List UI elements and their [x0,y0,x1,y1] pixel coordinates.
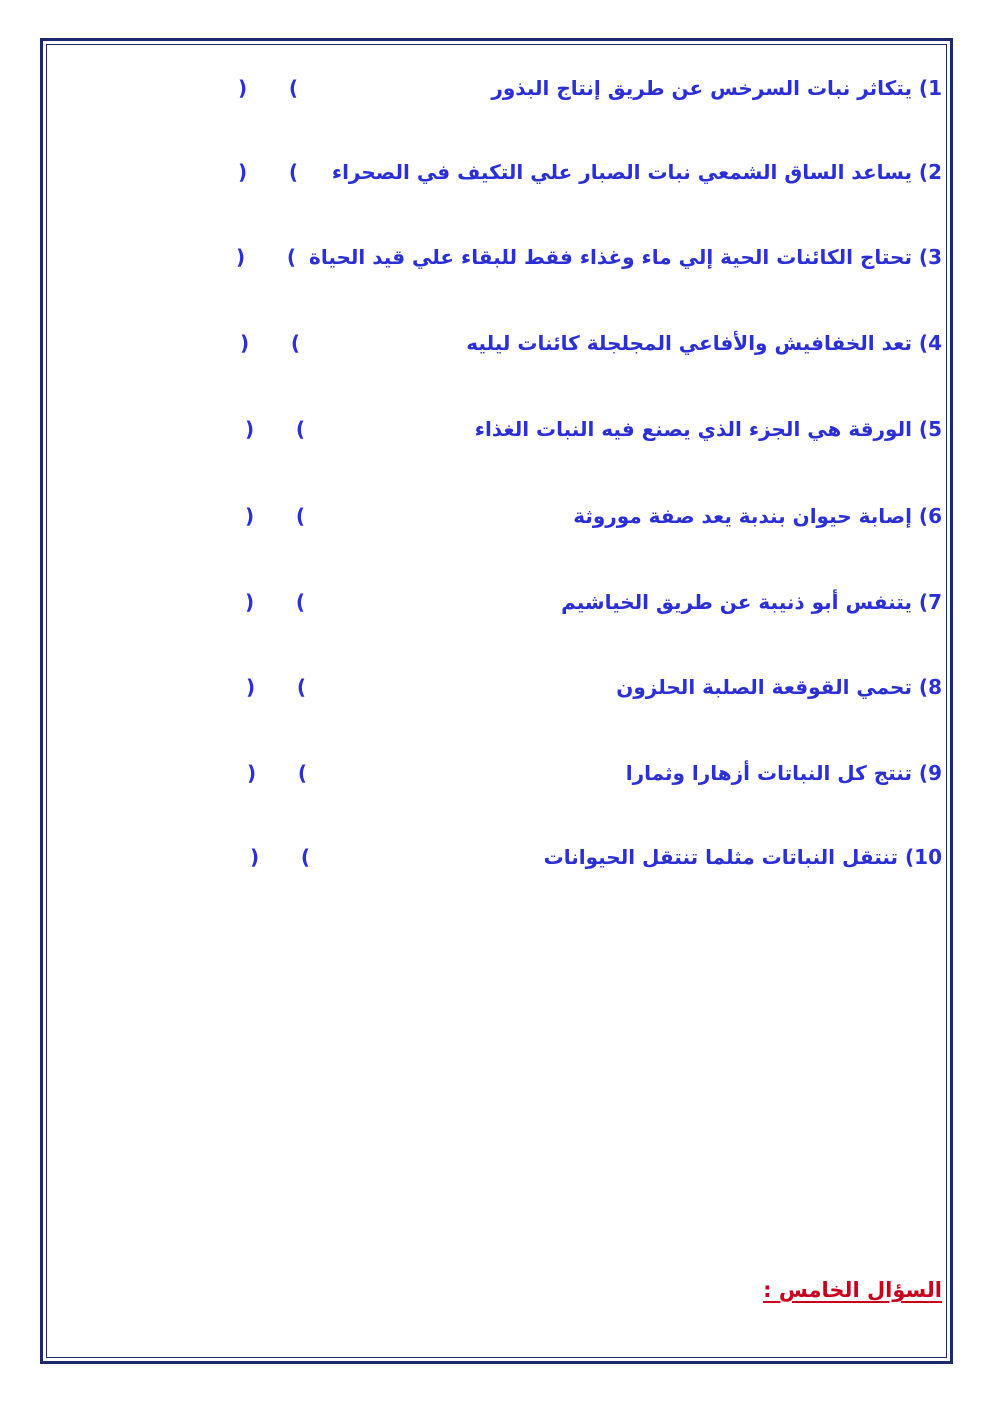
paren-close: ) [247,761,257,785]
paren-close: ) [238,160,248,184]
paren-close: ) [245,417,255,441]
paren-open: ( [286,245,296,269]
question-4: 4) تعد الخفافيش والأفاعي المجلجلة كائنات ليليه [466,331,942,355]
answer-blank-2[interactable] [238,158,298,186]
answer-blank-10[interactable] [250,843,310,871]
question-9: 9) تنتج كل النباتات أزهارا وثمارا [625,761,942,785]
answer-blank-5[interactable] [245,415,305,443]
paren-open: ( [295,417,305,441]
paren-open: ( [295,590,305,614]
answer-blank-3[interactable] [236,243,296,271]
question-1: 1) يتكاثر نبات السرخس عن طريق إنتاج البذور [491,76,942,100]
question-6: 6) إصابة حيوان بندبة يعد صفة موروثة [573,504,942,528]
paren-open: ( [295,504,305,528]
paren-open: ( [300,845,310,869]
paren-close: ) [240,331,250,355]
answer-blank-6[interactable] [245,502,305,530]
section-title: السؤال الخامس : [763,1278,942,1302]
paren-open: ( [288,76,298,100]
paren-open: ( [288,160,298,184]
paren-close: ) [245,504,255,528]
paren-close: ) [245,590,255,614]
paren-open: ( [297,761,307,785]
paren-open: ( [296,675,306,699]
answer-blank-9[interactable] [247,759,307,787]
page-border-inner [46,44,947,1358]
paren-close: ) [246,675,256,699]
paren-close: ) [236,245,246,269]
paren-open: ( [290,331,300,355]
question-5: 5) الورقة هي الجزء الذي يصنع فيه النبات الغذاء [474,417,942,441]
question-7: 7) يتنفس أبو ذنيبة عن طريق الخياشيم [561,590,942,614]
question-2: 2) يساعد الساق الشمعي نبات الصبار علي التكيف في الصحراء [331,160,942,184]
paren-close: ) [238,76,248,100]
answer-blank-8[interactable] [246,673,306,701]
answer-blank-4[interactable] [240,329,300,357]
question-10: 10) تنتقل النباتات مثلما تنتقل الحيوانات [543,845,942,869]
answer-blank-1[interactable] [238,74,298,102]
paren-close: ) [250,845,260,869]
question-3: 3) تحتاج الكائنات الحية إلي ماء وغذاء فقط للبقاء علي قيد الحياة [309,245,942,269]
question-8: 8) تحمي القوقعة الصلبة الحلزون [616,675,942,699]
answer-blank-7[interactable] [245,588,305,616]
